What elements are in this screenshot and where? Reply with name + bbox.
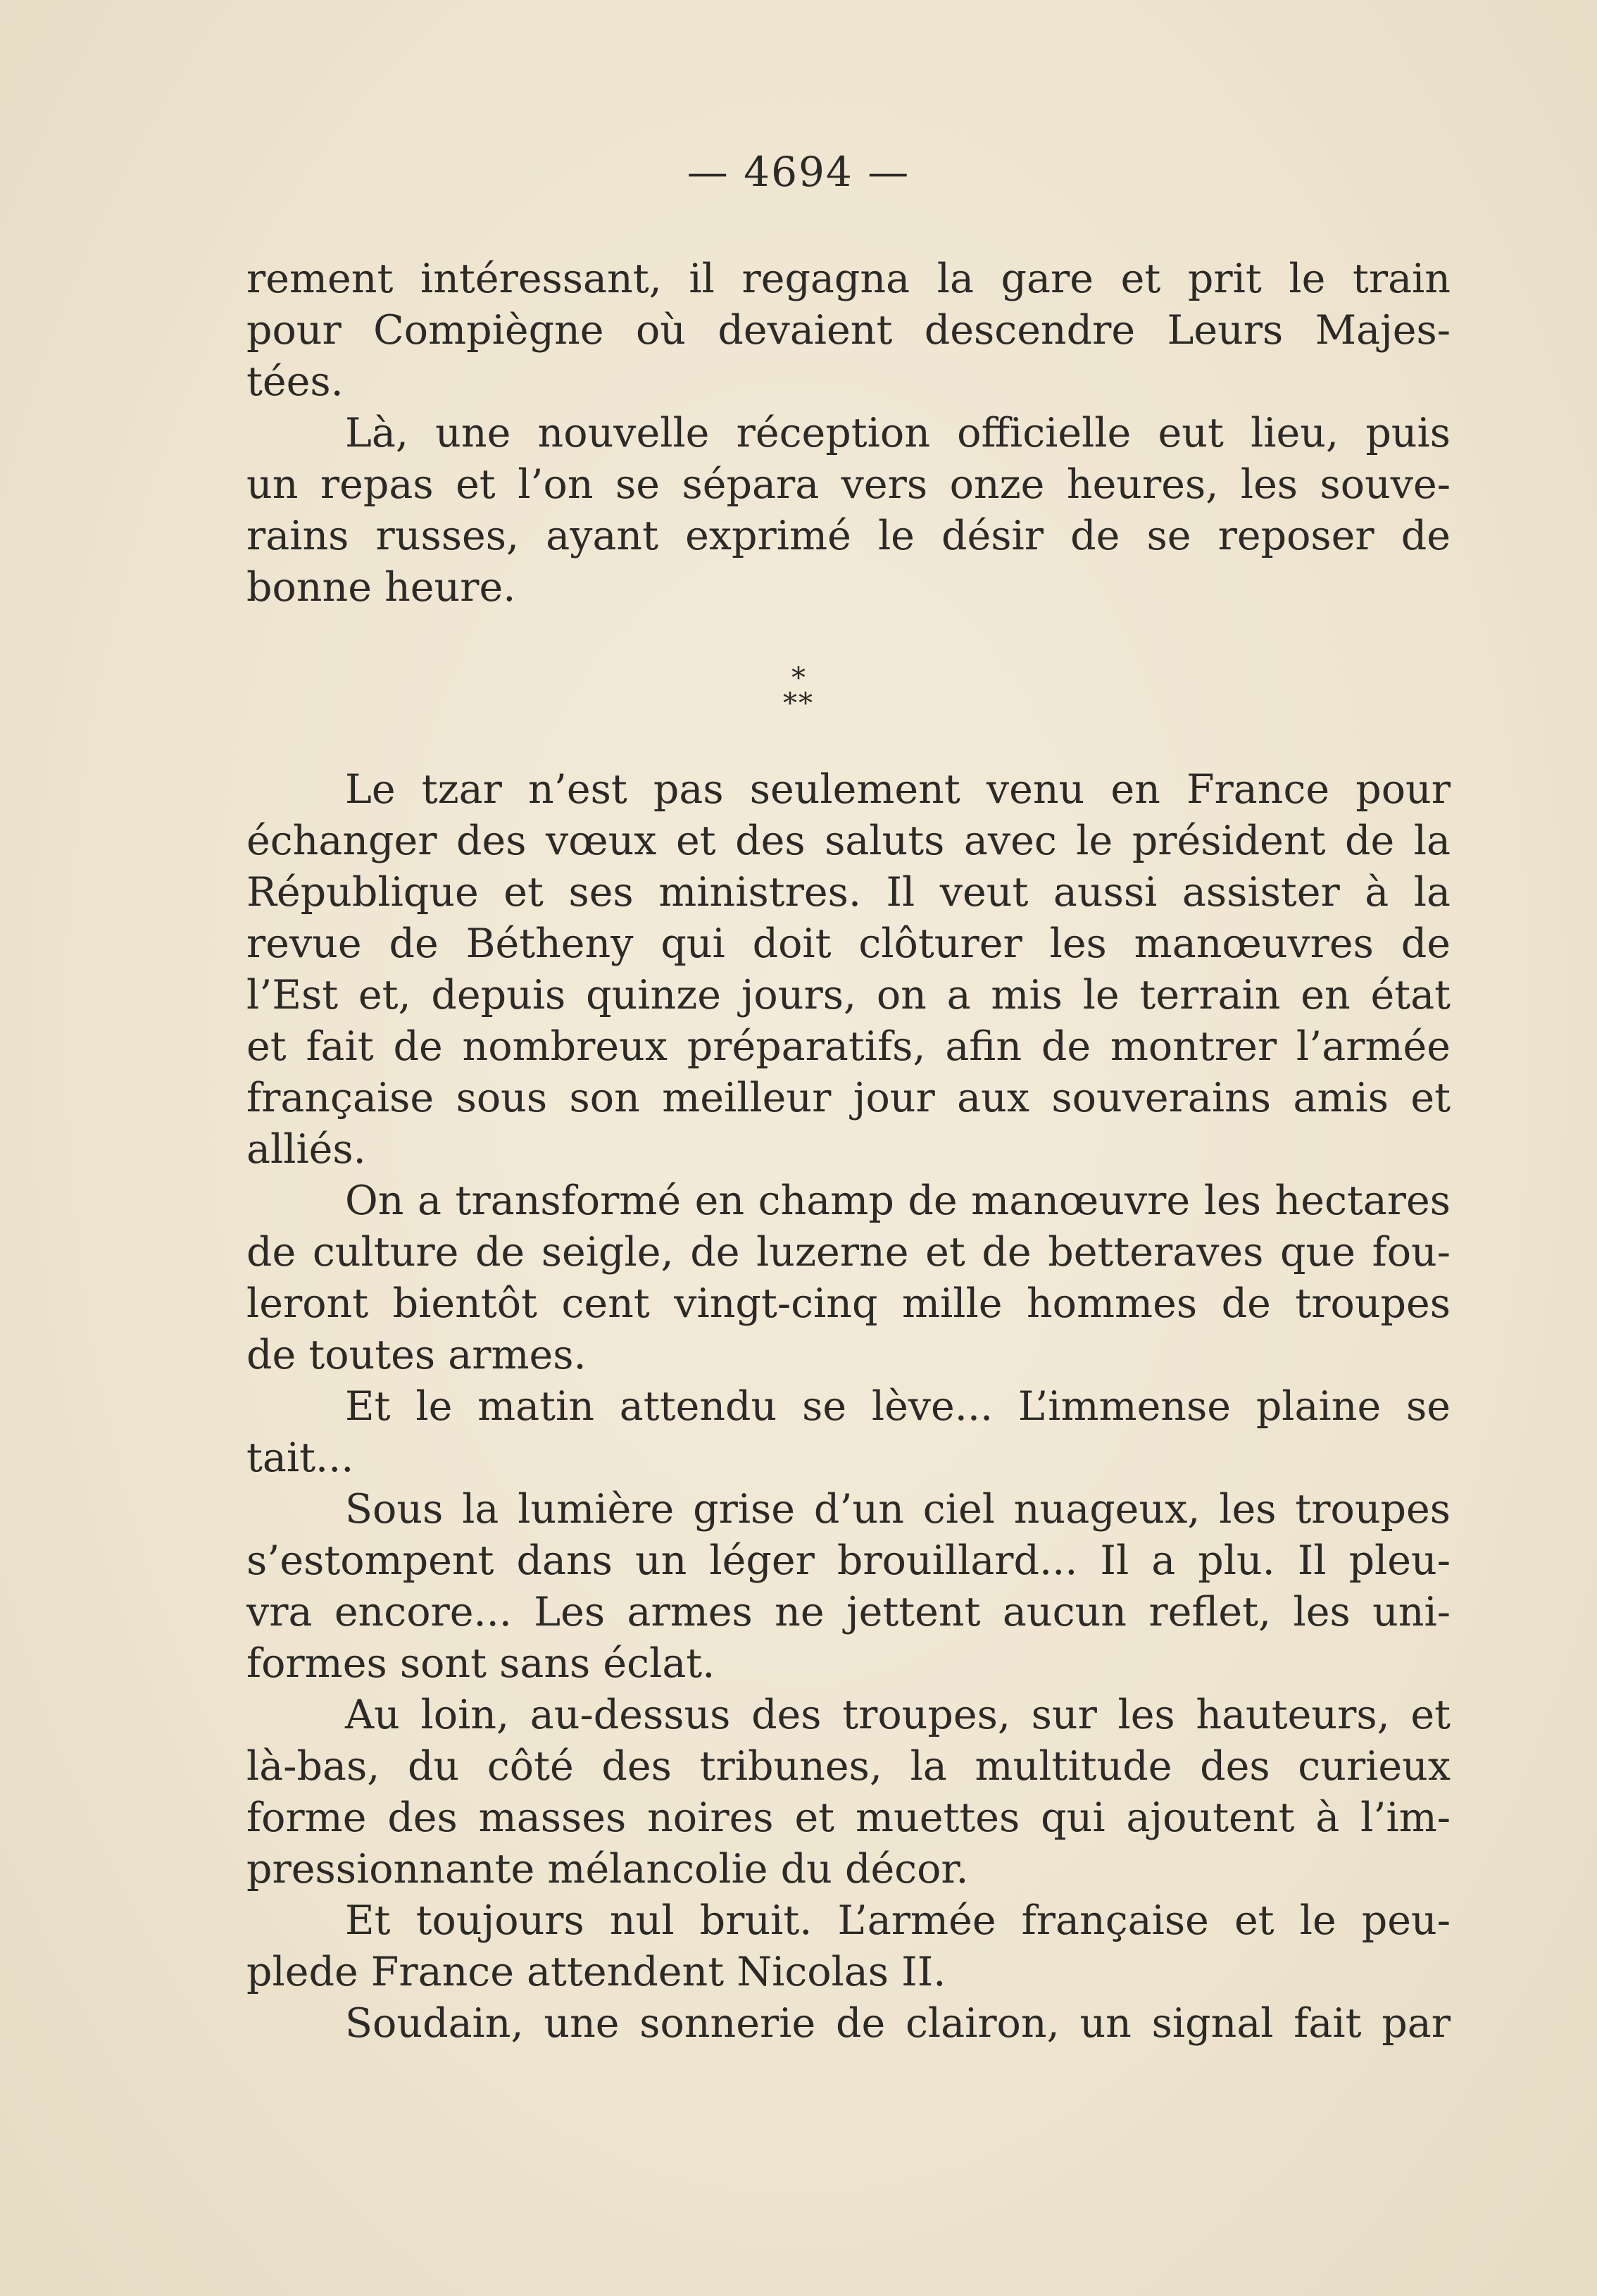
- text-line: revue de Bétheny qui doit clôturer les manœuvres de: [246, 921, 1451, 967]
- text-line: et fait de nombreux préparatifs, afin de montrer l’armée: [246, 1023, 1451, 1070]
- text-section-1: [246, 254, 1451, 613]
- text-line: bonne heure.: [246, 564, 516, 611]
- text-line: de toutes armes.: [246, 1332, 587, 1378]
- section-break-asterism: [0, 662, 1597, 720]
- text-line: vra encore... Les armes ne jettent aucun reflet, les uni-: [246, 1589, 1451, 1635]
- text-line: là-bas, du côté des tribunes, la multitude des curieux: [246, 1743, 1451, 1790]
- text-line: Là, une nouvelle réception officielle eut lieu, puis: [345, 410, 1451, 456]
- text-line: pour Compiègne où devaient descendre Leurs Majes-: [246, 307, 1451, 354]
- text-line: échanger des vœux et des saluts avec le président de la: [246, 818, 1451, 864]
- text-line: tées.: [246, 358, 344, 405]
- text-line: un repas et l’on se sépara vers onze heures, les souve-: [246, 461, 1451, 508]
- text-line: plede France attendent Nicolas II.: [246, 1949, 946, 1995]
- text-line: française sous son meilleur jour aux souverains amis et: [246, 1075, 1451, 1121]
- text-line: République et ses ministres. Il veut aussi assister à la: [246, 869, 1451, 916]
- text-section-2: [246, 764, 1451, 2049]
- text-line: rement intéressant, il regagna la gare et prit le train: [246, 256, 1451, 302]
- text-line: Et toujours nul bruit. L’armée française et le peu-: [345, 1897, 1451, 1944]
- asterism-top: *: [791, 662, 806, 694]
- text-line: rains russes, ayant exprimé le désir de se reposer de: [246, 513, 1451, 559]
- text-line: alliés.: [246, 1126, 366, 1173]
- text-line: Sous la lumière grise d’un ciel nuageux, les troupes: [345, 1486, 1451, 1533]
- text-line: Le tzar n’est pas seulement venu en France pour: [345, 766, 1451, 813]
- text-line: Au loin, au-dessus des troupes, sur les hauteurs, et: [345, 1692, 1451, 1738]
- text-line: forme des masses noires et muettes qui ajoutent à l’im-: [246, 1795, 1451, 1841]
- text-line: pressionnante mélancolie du décor.: [246, 1846, 969, 1892]
- text-line: l’Est et, depuis quinze jours, on a mis le terrain en état: [246, 972, 1451, 1018]
- text-line: de culture de seigle, de luzerne et de betteraves que fou-: [246, 1229, 1451, 1275]
- text-line: leront bientôt cent vingt-cinq mille hommes de troupes: [246, 1280, 1451, 1327]
- text-line: On a transformé en champ de manœuvre les hectares: [345, 1178, 1451, 1224]
- asterism-bottom: **: [783, 687, 814, 720]
- text-line: tait...: [246, 1435, 354, 1481]
- text-line: s’estompent dans un léger brouillard... Il a plu. Il pleu-: [246, 1537, 1451, 1584]
- text-line: Soudain, une sonnerie de clairon, un signal fait par: [345, 2000, 1451, 2047]
- page-number: — 4694 —: [687, 148, 910, 196]
- text-line: formes sont sans éclat.: [246, 1640, 715, 1687]
- text-line: Et le matin attendu se lève... L’immense plaine se: [345, 1383, 1451, 1430]
